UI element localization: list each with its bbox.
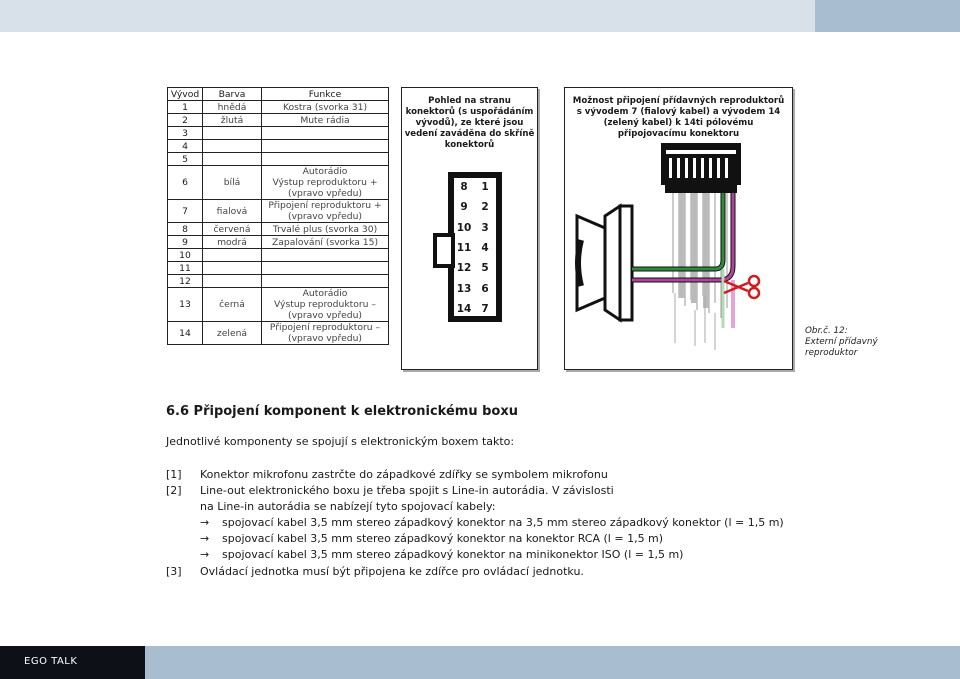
- function-line: Připojení reproduktoru +: [268, 200, 382, 211]
- pin-label: 12: [456, 262, 472, 274]
- section-intro: Jednotlivé komponenty se spojují s elektronickým boxem takto:: [166, 435, 515, 448]
- connector-view-panel: [401, 87, 538, 370]
- function-cell: Mute rádia: [262, 114, 389, 127]
- function-cell: [262, 322, 389, 345]
- color-cell: [203, 153, 262, 166]
- table-header-row: [168, 88, 389, 101]
- function-line: (vpravo vpředu): [288, 211, 362, 222]
- figure-caption: [805, 326, 878, 359]
- color-cell: fialová: [203, 200, 262, 223]
- table-row: [168, 200, 389, 223]
- list-item-text: Line-out elektronického boxu je třeba spojit s Line-in autorádia. V závislosti: [200, 484, 614, 497]
- function-line: Autorádio: [302, 166, 348, 177]
- bullet-text: spojovací kabel 3,5 mm stereo západkový konektor na minikonektor ISO (l = 1,5 m): [222, 548, 684, 561]
- pin-label: 13: [456, 283, 472, 295]
- color-cell: [203, 127, 262, 140]
- pin-label: 8: [460, 181, 468, 193]
- header-function: Funkce: [262, 88, 389, 101]
- color-cell: černá: [203, 288, 262, 322]
- table-row: [168, 127, 389, 140]
- pin-cell: 12: [168, 275, 203, 288]
- speaker-connection-panel: [564, 87, 793, 370]
- connector-latch: [433, 233, 455, 268]
- pin-cell: 2: [168, 114, 203, 127]
- pin-cell: 8: [168, 223, 203, 236]
- table-row: [168, 101, 389, 114]
- pin-label: 9: [460, 201, 468, 213]
- table-row: [168, 223, 389, 236]
- pin-label: 3: [481, 222, 489, 234]
- pin-assignment-table: [167, 87, 389, 345]
- pin-cell: 4: [168, 140, 203, 153]
- pin-cell: 3: [168, 127, 203, 140]
- function-line: Připojení reproduktoru –: [269, 322, 381, 333]
- speaker-wiring-diagram: [565, 88, 792, 369]
- caption-line: Externí přídavný: [805, 337, 878, 347]
- table-row: [168, 275, 389, 288]
- pin-cell: 1: [168, 101, 203, 114]
- table-row: [168, 249, 389, 262]
- color-cell: [203, 275, 262, 288]
- function-cell: [262, 249, 389, 262]
- pin-cell: 7: [168, 200, 203, 223]
- list-item-marker: [3]: [166, 565, 182, 578]
- function-line: (vpravo vpředu): [288, 310, 362, 321]
- caption-line: Obr.č. 12:: [805, 326, 848, 336]
- function-line: (vpravo vpředu): [288, 188, 362, 199]
- bullet-text: spojovací kabel 3,5 mm stereo západkový konektor na konektor RCA (l = 1,5 m): [222, 532, 664, 545]
- function-cell: [262, 140, 389, 153]
- pin-label: 7: [481, 303, 489, 315]
- color-cell: [203, 262, 262, 275]
- arrow-icon: →: [200, 532, 210, 545]
- color-cell: žlutá: [203, 114, 262, 127]
- function-line: Autorádio: [302, 288, 348, 299]
- function-cell: [262, 275, 389, 288]
- pin-cell: 5: [168, 153, 203, 166]
- pin-cell: 10: [168, 249, 203, 262]
- caption-line: reproduktor: [805, 348, 858, 358]
- list-item-marker: [2]: [166, 484, 182, 497]
- list-item-text: Konektor mikrofonu zastrčte do západkové zdířky se symbolem mikrofonu: [200, 468, 608, 481]
- function-cell: [262, 127, 389, 140]
- pin-label: 11: [456, 242, 472, 254]
- function-cell: Kostra (svorka 31): [262, 101, 389, 114]
- pin-label: 10: [456, 222, 472, 234]
- function-cell: [262, 262, 389, 275]
- pin-label: 4: [481, 242, 489, 254]
- table-row: [168, 322, 389, 345]
- function-cell: Zapalování (svorka 15): [262, 236, 389, 249]
- function-line: Výstup reproduktoru +: [272, 177, 378, 188]
- table-row: [168, 262, 389, 275]
- header-color: Barva: [203, 88, 262, 101]
- pin-label: 5: [481, 262, 489, 274]
- header-pin: Vývod: [168, 88, 203, 101]
- table-row: [168, 153, 389, 166]
- list-item-text: Ovládací jednotka musí být připojena ke zdířce pro ovládací jednotku.: [200, 565, 584, 578]
- color-cell: červená: [203, 223, 262, 236]
- list-item-marker: [1]: [166, 468, 182, 481]
- function-cell: [262, 288, 389, 322]
- color-cell: [203, 140, 262, 153]
- list-item-text: na Line-in autorádia se nabízejí tyto spojovací kabely:: [200, 500, 496, 513]
- color-cell: [203, 249, 262, 262]
- connector-view-title: Pohled na stranu konektorů (s uspořádáním vývodů), ze které jsou vedení zaváděna do skříně konektorů: [404, 96, 535, 150]
- bullet-text: spojovací kabel 3,5 mm stereo západkový konektor na 3,5 mm stereo západkový konektor (l = 1,5 m): [222, 516, 784, 529]
- pin-cell: 9: [168, 236, 203, 249]
- footer-brand: EGO TALK: [24, 656, 78, 667]
- pin-cell: 11: [168, 262, 203, 275]
- pin-cell: 6: [168, 166, 203, 200]
- pin-cell: 13: [168, 288, 203, 322]
- top-band-accent: [815, 0, 960, 32]
- arrow-icon: →: [200, 548, 210, 561]
- function-cell: Trvalé plus (svorka 30): [262, 223, 389, 236]
- pin-label: 1: [481, 181, 489, 193]
- color-cell: bílá: [203, 166, 262, 200]
- color-cell: zelená: [203, 322, 262, 345]
- speaker-connection-title: Možnost připojení přídavných reproduktorů s vývodem 7 (fialový kabel) a vývodem 14 (zelený kabel) k 14ti pólovému připojovacímu konektoru: [572, 96, 785, 139]
- table-row: [168, 114, 389, 127]
- pin-label: 2: [481, 201, 489, 213]
- color-cell: modrá: [203, 236, 262, 249]
- arrow-icon: →: [200, 516, 210, 529]
- color-cell: hnědá: [203, 101, 262, 114]
- table-row: [168, 236, 389, 249]
- function-line: (vpravo vpředu): [288, 333, 362, 344]
- pin-label: 6: [481, 283, 489, 295]
- pin-cell: 14: [168, 322, 203, 345]
- pin-label: 14: [456, 303, 472, 315]
- table-row: [168, 166, 389, 200]
- table-row: [168, 288, 389, 322]
- function-line: Výstup reproduktoru –: [273, 299, 376, 310]
- section-heading: 6.6 Připojení komponent k elektronickému boxu: [166, 404, 518, 419]
- table-row: [168, 140, 389, 153]
- function-cell: [262, 153, 389, 166]
- function-cell: [262, 200, 389, 223]
- function-cell: [262, 166, 389, 200]
